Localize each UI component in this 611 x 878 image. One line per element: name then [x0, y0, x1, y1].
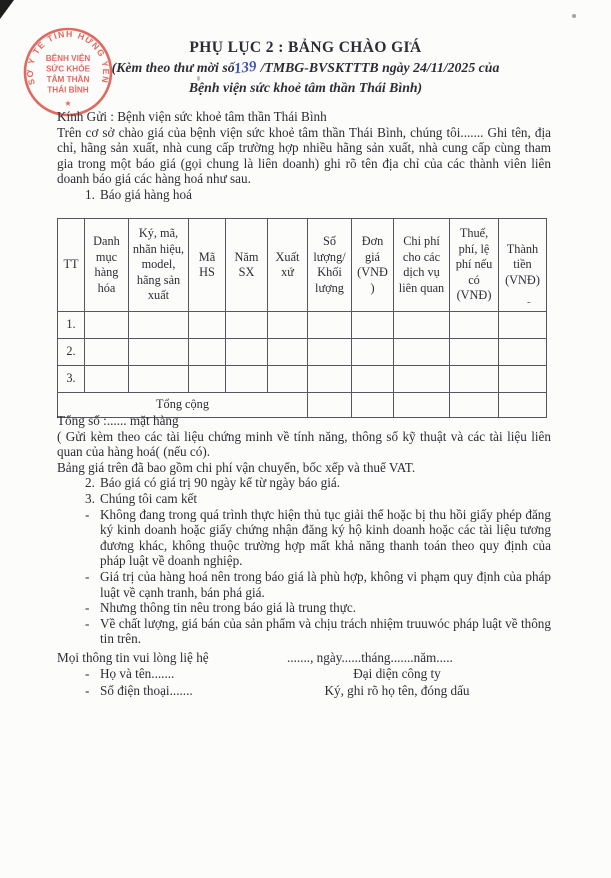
scan-speck: [572, 14, 576, 18]
dash-marker: -: [85, 615, 90, 631]
sign-instruction-line: Ký, ghi rõ họ tên, đóng dấu: [324, 682, 470, 698]
section-3-number: 3.: [85, 490, 95, 506]
empty-cell: [394, 312, 450, 339]
empty-cell: [394, 339, 450, 366]
document-header: [0, 38, 611, 98]
col-header-ma-hs: Mã HS: [189, 219, 226, 312]
col-header-danh-muc: Danh mục hàng hóa: [85, 219, 129, 312]
empty-cell: [226, 339, 268, 366]
intro-paragraph: Trên cơ sở chào giá của bệnh viện sức khoẻ tâm thần Thái Bình, chúng tôi....... Ghi tên, địa chỉ, hãng sản xuất, nhà cung cấp trường hợp nhiều hãng sản xuất, nhà cung cấp cùng tham gia trong một báo giá (gọi chung là liên doanh) ghi rõ tên địa chỉ của các thành viên liên doanh báo giá các hàng hoá như sau.: [57, 124, 551, 186]
name-line: Họ và tên.......: [100, 666, 175, 682]
stamp-center-line: BỆNH VIỆN: [45, 54, 91, 63]
footer-row: [57, 666, 551, 683]
salutation-line: Kính Gửi : Bệnh viện sức khoẻ tâm thần Thái Bình: [57, 109, 327, 124]
subtitle-line-1: [0, 58, 611, 78]
commitment-item: [57, 569, 551, 600]
table-row: [58, 339, 547, 366]
commitment-item: [57, 616, 551, 647]
empty-cell: [450, 366, 499, 393]
col-header-thue-phi: Thuế, phí, lệ phí nếu có (VNĐ): [450, 219, 499, 312]
table-row: [58, 312, 547, 339]
empty-cell: [308, 312, 352, 339]
col-header-tt: TT: [58, 219, 85, 312]
handwritten-invite-number: 139: [232, 58, 258, 78]
page-title: PHỤ LỤC 2 : BẢNG CHÀO GIÁ: [189, 39, 422, 56]
commitment-text: Không đang trong quá trình thực hiện thủ tục giải thể hoặc bị thu hồi giấy phép đăng ký kinh doanh hoặc giấy chứng nhận đăng ký hộ kinh doanh hoặc các tài liệu tương đương khác, không thuộc trường hợp mất khả năng thanh toán theo quy định của pháp luật về doanh nghiệp.: [100, 506, 551, 569]
empty-cell: [499, 339, 547, 366]
empty-cell: [499, 312, 547, 339]
col-header-so-luong: Số lượng/ Khối lượng: [308, 219, 352, 312]
empty-cell: [268, 339, 308, 366]
empty-cell: [189, 339, 226, 366]
stamp-ring-text: SỞ Y TẾ TỈNH HƯNG YÊN: [24, 28, 112, 87]
empty-cell: [352, 312, 394, 339]
total-label-cell: Tổng cộng: [58, 393, 308, 418]
empty-cell: [499, 366, 547, 393]
subtitle-pre: (Kèm theo thư mời số: [111, 60, 235, 75]
col-header-thanh-tien: Thành tiền (VNĐ): [499, 219, 547, 312]
stamp-star-icon: ★: [64, 99, 72, 108]
commitment-item: [57, 507, 551, 569]
vat-note: Bảng giá trên đã bao gồm chi phí vận chuyển, bốc xếp và thuế VAT.: [57, 459, 416, 475]
stamp-center-line: TÂM THẦN: [46, 75, 90, 84]
commitment-text: Giá trị của hàng hoá nên trong báo giá là phù hợp, không vi phạm quy định của pháp luật về cạnh tranh, bán phá giá.: [100, 568, 551, 600]
commitment-text: Về chất lượng, giá bán của sản phẩm và chịu trách nhiệm truuwóc pháp luật về thông tin trên.: [100, 615, 551, 647]
price-quote-table: [57, 218, 547, 418]
dash-marker: -: [85, 600, 90, 616]
empty-cell: [129, 339, 189, 366]
section-2-line: [57, 475, 551, 491]
section-2-number: 2.: [85, 475, 95, 491]
empty-cell: [189, 366, 226, 393]
subtitle-line-2: Bệnh viện sức khoẻ tâm thần Thái Bình): [188, 80, 423, 95]
section-1-title: Báo giá hàng hoá: [100, 186, 192, 202]
empty-cell: [85, 312, 129, 339]
subtitle-post: /TMBG-BVSKTTTB ngày 24/11/2025 của: [260, 60, 500, 75]
table-row: [58, 366, 547, 393]
contact-line: Mọi thông tin vui lòng liệ hệ: [57, 649, 209, 665]
row-number-cell: 2.: [58, 339, 85, 366]
col-header-xuat-xu: Xuất xứ: [268, 219, 308, 312]
section-2-text: Báo giá có giá trị 90 ngày kể từ ngày báo giá.: [100, 475, 341, 491]
empty-cell: [308, 339, 352, 366]
empty-cell: [129, 312, 189, 339]
dash-marker: -: [85, 568, 90, 584]
row-number-cell: 3.: [58, 366, 85, 393]
intro-section: [57, 109, 551, 202]
table-header-row: [58, 219, 547, 312]
empty-cell: [394, 366, 450, 393]
commitment-item: [57, 600, 551, 616]
company-representative-line: Đại diện công ty: [353, 666, 441, 682]
col-header-ky-ma: Ký, mã, nhãn hiệu, model, hãng sản xuất: [129, 219, 189, 312]
scan-corner-artifact: [0, 0, 14, 19]
empty-cell: [189, 312, 226, 339]
row-number-cell: 1.: [58, 312, 85, 339]
scan-noise-dash: -: [527, 296, 531, 308]
section-3-line: [57, 491, 551, 507]
empty-cell: [450, 312, 499, 339]
footer-row: [57, 650, 551, 667]
empty-cell: [352, 339, 394, 366]
empty-cell: [129, 366, 189, 393]
date-place-line: ......., ngày......tháng.......năm.....: [287, 649, 453, 665]
phone-line: Số điện thoại.......: [100, 682, 193, 698]
empty-cell: [226, 312, 268, 339]
col-header-chi-phi: Chi phí cho các dịch vụ liên quan: [394, 219, 450, 312]
attachments-note: ( Gửi kèm theo các tài liệu chứng minh về tính năng, thông số kỹ thuật và các tài liệu liên quan của hàng hoá( (nếu có).: [57, 428, 551, 460]
empty-cell: [85, 339, 129, 366]
dash-marker: -: [85, 666, 90, 682]
dash-marker: -: [85, 506, 90, 522]
commitment-text: Nhưng thông tin nêu trong báo giá là trung thực.: [100, 600, 357, 616]
empty-cell: [308, 366, 352, 393]
empty-cell: [85, 366, 129, 393]
dash-marker: -: [85, 682, 90, 698]
terms-section: [57, 413, 551, 699]
stamp-center-line: SỨC KHỎE: [45, 64, 91, 74]
empty-cell: [352, 366, 394, 393]
footer-row: [57, 683, 551, 700]
section-1-number: 1.: [85, 186, 95, 202]
empty-cell: [268, 312, 308, 339]
empty-cell: [226, 366, 268, 393]
total-items-line: Tổng số :...... mặt hàng: [57, 413, 179, 428]
section-3-text: Chúng tôi cam kết: [100, 490, 198, 506]
col-header-don-gia: Đơn giá (VNĐ ): [352, 219, 394, 312]
section-1-heading: [57, 187, 551, 203]
stamp-center-line: THÁI BÌNH: [47, 85, 89, 95]
col-header-nam-sx: Năm SX: [226, 219, 268, 312]
empty-cell: [450, 339, 499, 366]
empty-cell: [268, 366, 308, 393]
